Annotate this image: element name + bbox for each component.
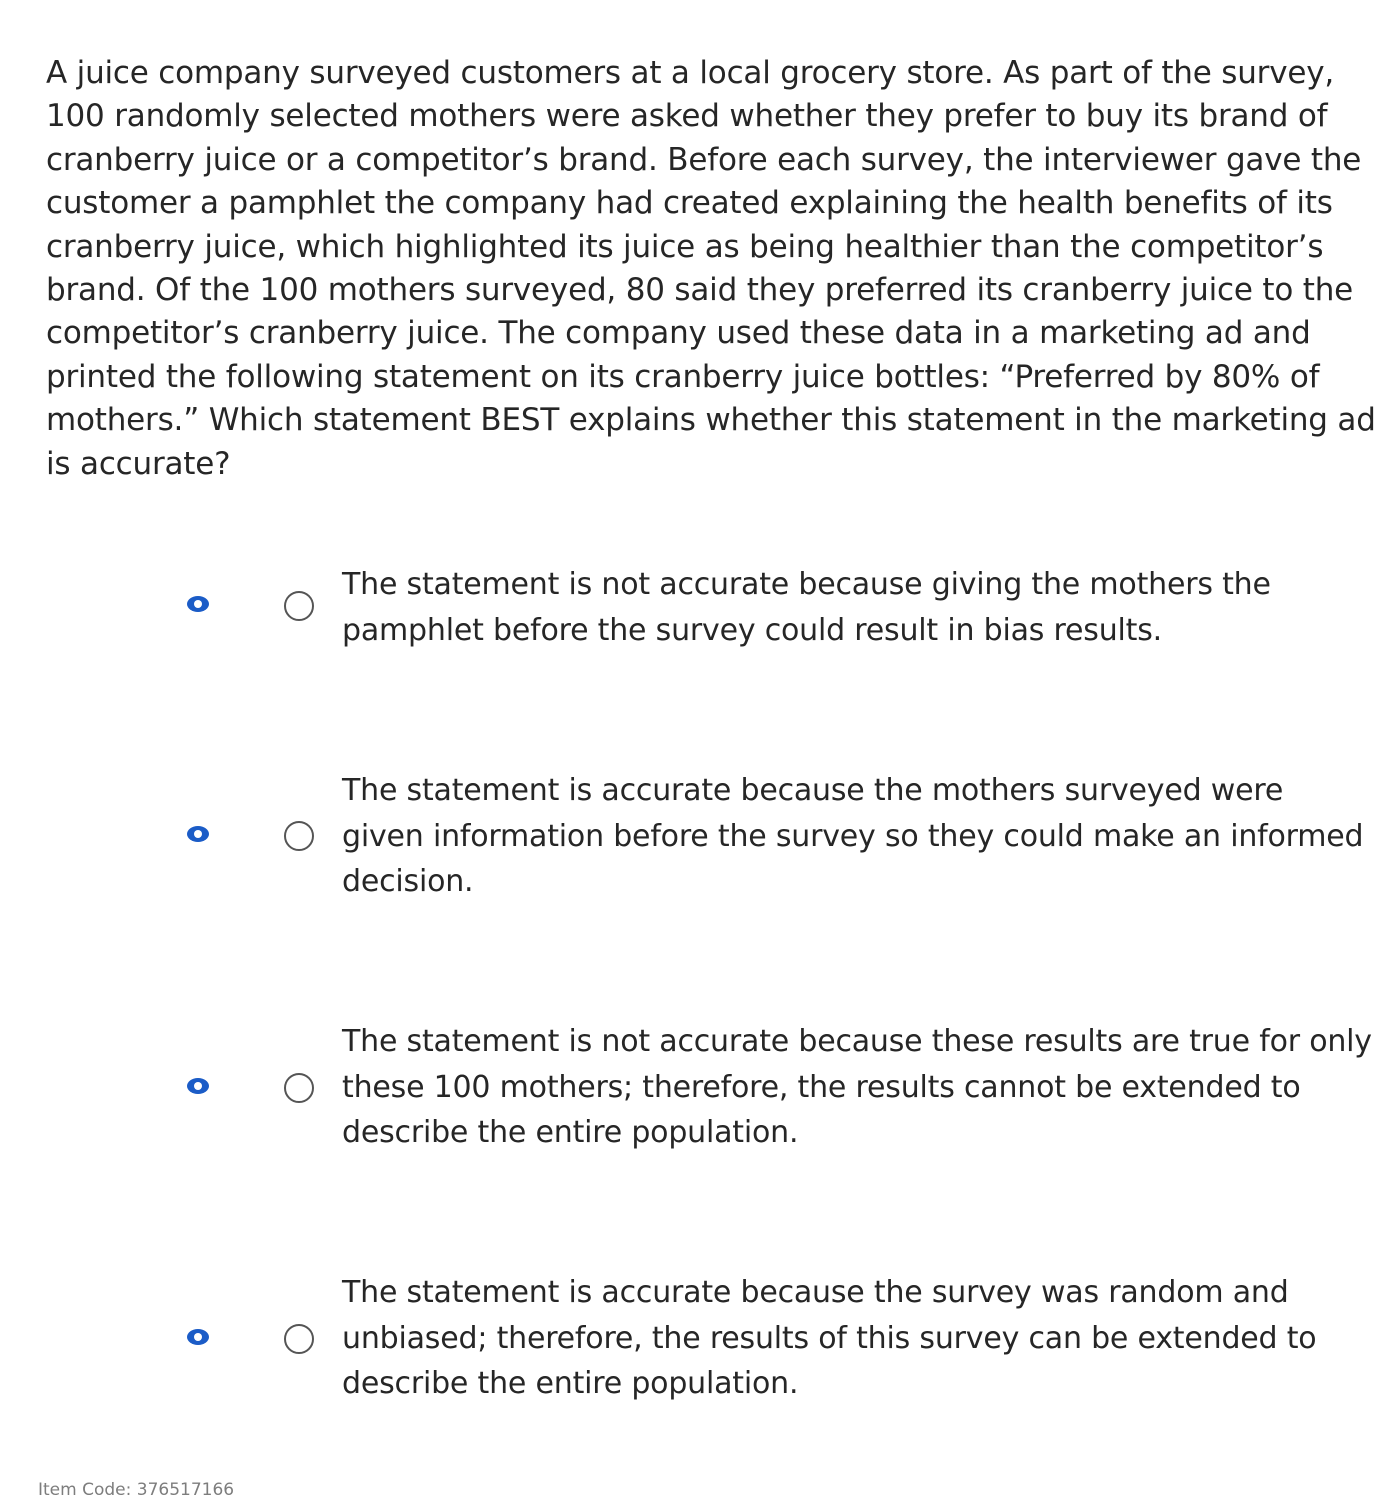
- answer-option-4-text: The statement is accurate because the survey was random and unbiased; therefore, the results of this survey can be extended to describe the entire population.: [342, 1275, 1317, 1401]
- radio-button-option-2[interactable]: [284, 821, 314, 851]
- eye-icon[interactable]: [187, 596, 209, 612]
- eye-icon[interactable]: [187, 1329, 209, 1345]
- radio-button-option-1[interactable]: [284, 591, 314, 621]
- eye-icon[interactable]: [187, 1078, 209, 1094]
- answer-option-1[interactable]: [0, 555, 1384, 695]
- eye-icon[interactable]: [187, 826, 209, 842]
- answer-option-4[interactable]: [0, 1262, 1384, 1402]
- answer-option-3[interactable]: [0, 1011, 1384, 1151]
- answer-option-2-text: The statement is accurate because the mothers surveyed were given information before the survey so they could make an informed decision.: [342, 773, 1364, 899]
- answer-option-1-text: The statement is not accurate because giving the mothers the pamphlet before the survey could result in bias results.: [342, 567, 1271, 648]
- answer-option-3-text: The statement is not accurate because these results are true for only these 100 mothers; therefore, the results cannot be extended to describe the entire population.: [342, 1024, 1372, 1150]
- item-code: Item Code: 376517166: [38, 1480, 235, 1498]
- radio-button-option-4[interactable]: [284, 1324, 314, 1354]
- answer-option-2[interactable]: [0, 760, 1384, 900]
- radio-button-option-3[interactable]: [284, 1073, 314, 1103]
- question-text: A juice company surveyed customers at a local grocery store. As part of the survey, 100 randomly selected mothers were asked whether they prefer to buy its brand of cranberry juice or a competitor’s brand. Before each survey, the interviewer gave the customer a pamphlet the company had created explaining the health benefits of its cranberry juice, which highlighted its juice as being healthier than the competitor’s brand. Of the 100 mothers surveyed, 80 said they preferred its cranberry juice to the competitor’s cranberry juice. The company used these data in a marketing ad and printed the following statement on its cranberry juice bottles: “Preferred by 80% of mothers.” Which statement BEST explains whether this statement in the marketing ad is accurate?: [46, 55, 1376, 482]
